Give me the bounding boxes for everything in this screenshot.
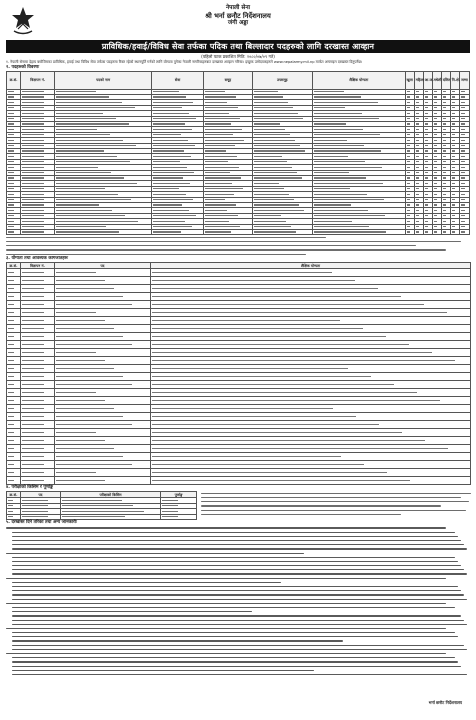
exam-table [6,491,197,520]
table-row [7,498,197,503]
table-cell [151,317,471,325]
table-cell [7,469,21,477]
table-cell [151,389,471,397]
table-row [7,365,471,373]
table-cell [55,309,151,317]
table-cell [21,317,55,325]
table-cell [55,413,151,421]
table-cell [55,429,151,437]
col2-qualification: शैक्षिक योग्यता [151,263,471,269]
table-cell [21,277,55,285]
table-cell [7,429,21,437]
table-cell [55,285,151,293]
notice-header [6,5,470,37]
table-cell [151,333,471,341]
col-dalit: दलित [441,71,450,89]
table-row [7,269,471,277]
table-cell [21,301,55,309]
table-cell [151,309,471,317]
col2-sn: क्र.सं. [7,263,21,269]
col3-post: पद [21,492,61,498]
table-row [7,341,471,349]
table-cell [7,301,21,309]
table-row [7,429,471,437]
table-row [7,357,471,365]
table-cell [55,477,151,485]
table-row [7,293,471,301]
col-post: पदको नाम [55,71,152,89]
table-cell [7,357,21,365]
table-cell [21,477,55,485]
table-cell [21,437,55,445]
table-row [7,317,471,325]
table-cell [7,381,21,389]
table-cell [151,116,203,121]
table-row [7,477,471,485]
table-cell [21,341,55,349]
qualification-table-body [7,269,471,485]
table-row [7,389,471,397]
footer-stamp: भर्ना छनौट निर्देशनालय [428,700,462,705]
table-cell [7,269,21,277]
table-cell [55,389,151,397]
table-cell [55,373,151,381]
col-qualification: शैक्षिक योग्यता [312,71,405,89]
table-cell [151,469,471,477]
org-name: नेपाली सेना [225,5,251,11]
table-cell [7,333,21,341]
table-cell [21,469,55,477]
table-cell [21,357,55,365]
table-row [7,509,197,514]
col-total: जम्मा [459,71,469,89]
table-cell [151,421,471,429]
table-cell [151,357,471,365]
table-cell [151,405,471,413]
table-cell [55,349,151,357]
table-cell [7,325,21,333]
table-cell [7,373,21,381]
table-cell [459,230,469,235]
table-cell [151,269,471,277]
section-exam-title: ४. परीक्षाको किसिम र पूर्णाङ्क [6,485,53,491]
table-cell [21,349,55,357]
col-service: सेवा [151,71,203,89]
table-cell [55,269,151,277]
table-cell [151,293,471,301]
table-cell [55,277,151,285]
table-cell [7,445,21,453]
table-cell [55,357,151,365]
office-name: जंगी अड्डा [227,20,249,27]
table-row [7,397,471,405]
section-qualification-title: ३. योग्यता तथा आवश्यक कागजातहरुः [6,256,69,262]
table-cell [21,230,55,235]
table-row [7,461,471,469]
col-group: समूह [204,71,252,89]
exam-notes [201,491,470,520]
table-cell [21,453,55,461]
col2-ad-no: विज्ञापन नं. [21,263,55,269]
application-instructions [6,526,470,677]
table-cell [7,461,21,469]
table-cell [21,325,55,333]
col-ad-no: विज्ञापन नं. [21,71,55,89]
table-row [7,413,471,421]
table-cell [55,341,151,349]
table-cell [7,341,21,349]
table-cell [151,413,471,421]
qualification-table [6,262,471,485]
table-cell [55,293,151,301]
posts-table-body [7,89,470,235]
table-cell [7,514,21,519]
table-cell [55,365,151,373]
table-cell [414,230,423,235]
table-cell [7,230,21,235]
col3-type: परीक्षाको किसिम [61,492,161,498]
table-cell [21,269,55,277]
table-cell [61,514,161,519]
table-cell [21,309,55,317]
table-cell [7,365,21,373]
table-row [7,277,471,285]
table-cell [423,230,432,235]
table-row [7,503,197,508]
table-cell [21,514,61,519]
table-cell [151,349,471,357]
table-cell [151,277,471,285]
publish-date: (पहिलो पटक प्रकाशित मिति: २०८०/०७/०९ गते) [201,54,275,59]
table-cell [151,285,471,293]
table-cell [21,421,55,429]
table-cell [151,301,471,309]
table-cell [55,421,151,429]
table-cell [151,325,471,333]
table-cell [55,405,151,413]
table-row [7,309,471,317]
table-cell [7,437,21,445]
table-cell [55,325,151,333]
table-cell [7,421,21,429]
table-cell [7,405,21,413]
table-cell [7,285,21,293]
table-cell [151,341,471,349]
table-cell [21,461,55,469]
section-application-title: ५. दरखास्त दिने तरिका तथा अन्य जानकारीः [6,520,77,526]
table-cell [151,461,471,469]
table-cell [7,277,21,285]
table-cell [21,389,55,397]
table-cell [441,230,450,235]
table-cell [21,285,55,293]
table-cell [432,230,441,235]
table-cell [7,453,21,461]
col-women: महिला [414,71,423,89]
table-cell [151,381,471,389]
table-cell [151,445,471,453]
table-cell [55,397,151,405]
table-cell [7,397,21,405]
table-cell [21,293,55,301]
col-janajati: आ.ज. [423,71,432,89]
table-cell [55,461,151,469]
table-cell [7,477,21,485]
table-cell [252,230,312,235]
col-open: खुला [405,71,414,89]
table-row [7,469,471,477]
intro-note: १. नेपाली सेनामा देहाय बमोजिमका प्राविधिक, हवाई तथा विविध सेवा तर्फका पदहरुमा रिक्त रहेको स्थानपूर्ति गर्नको लागि योग्यता पुगेका नेपाली नागरिकहरुबाट दरखास्त आव्हान गरिन्छ। इच्छुक उम्मेदवारहरुले www.nepalarmy.mil.np मार्फत अनलाइन दरखास्त दिनुपर्नेछ। [6,60,363,64]
table-cell [252,148,312,153]
table-cell [55,445,151,453]
table-cell [21,365,55,373]
table-row [7,405,471,413]
table-cell [55,437,151,445]
table-row [7,514,197,519]
table-row [7,381,471,389]
text-line [6,673,470,677]
table-cell [151,429,471,437]
table-cell [151,373,471,381]
table-cell [7,317,21,325]
table-cell [21,429,55,437]
posts-table-header [7,71,470,89]
table-cell [151,397,471,405]
table-row [7,453,471,461]
table-cell [312,230,405,235]
col-madhesi: मधेशी [432,71,441,89]
table-cell [7,293,21,301]
table-cell [21,445,55,453]
col-subgroup: उपसमूह [252,71,312,89]
table-row [7,285,471,293]
table-row [7,373,471,381]
exam-table-body [7,498,197,520]
table-cell [252,208,312,213]
table-cell [55,469,151,477]
table-cell [55,219,152,224]
posts-table [6,71,470,236]
col-backward: पि.क्षे. [450,71,459,89]
table-cell [21,373,55,381]
table-cell [151,230,203,235]
table-cell [7,413,21,421]
table-row [7,301,471,309]
table-cell [21,405,55,413]
table-cell [151,437,471,445]
table-cell [21,333,55,341]
table-row [7,230,470,235]
table-cell [55,453,151,461]
table-cell [55,317,151,325]
table-cell [151,213,203,218]
table-cell [161,514,197,519]
army-emblem-icon [8,5,38,37]
table-cell [204,230,252,235]
table-cell [7,309,21,317]
table-row [7,445,471,453]
table-cell [55,181,152,186]
table-row [7,437,471,445]
table-cell [151,453,471,461]
col3-sn: क्र.सं. [7,492,21,498]
table-cell [55,381,151,389]
table-cell [7,349,21,357]
table-row [7,349,471,357]
col3-marks: पूर्णाङ्क [161,492,197,498]
table-row [7,325,471,333]
table-cell [21,381,55,389]
notice-title: प्राविधिक/हवाई/विविध सेवा तर्फका पदिक तथा बिल्लादार पदहरुको लागि दरखास्त आव्हान [6,40,470,53]
table-row [7,333,471,341]
table-cell [450,230,459,235]
col-sn: क्र.सं. [7,71,21,89]
table-cell [21,397,55,405]
directorate-name: श्री भर्ना छनौट निर्देशनालय [205,12,271,21]
table-cell [151,477,471,485]
table-cell [55,333,151,341]
section-posts-title: २. पदहरुको विवरणः [6,64,40,70]
col2-post: पद [55,263,151,269]
table-cell [55,230,152,235]
table-cell [151,365,471,373]
table-row [7,421,471,429]
table-cell [405,230,414,235]
table-cell [55,301,151,309]
table-cell [7,389,21,397]
table-cell [21,413,55,421]
